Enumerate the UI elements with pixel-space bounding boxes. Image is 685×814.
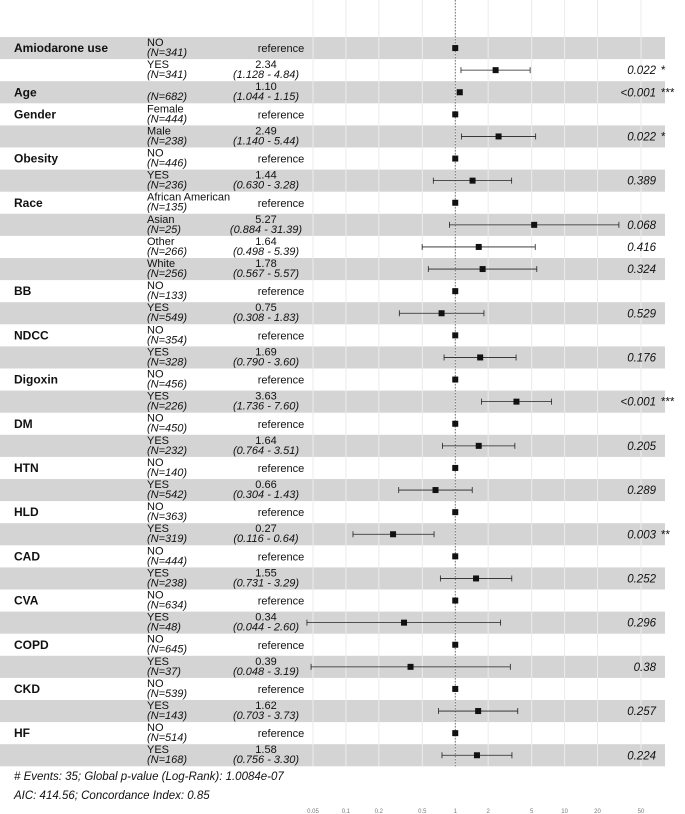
hazard-ratio-point: [452, 598, 458, 604]
n-label: (N=328): [147, 356, 188, 369]
level-label: NO: [147, 545, 164, 558]
p-value: <0.001: [620, 87, 656, 100]
n-label: (N=634): [147, 599, 188, 612]
reference-label: reference: [257, 507, 305, 520]
row-shade: [0, 391, 665, 413]
row-shade: [0, 170, 665, 192]
hazard-ratio-point: [476, 244, 482, 250]
tick-label: 10: [561, 809, 568, 814]
variable-label: DM: [14, 416, 33, 431]
hazard-ratio-point: [390, 531, 396, 537]
hazard-ratio-point: [474, 752, 480, 758]
p-value: 0.389: [627, 175, 656, 188]
p-value: 0.289: [627, 485, 656, 498]
hazard-ratio-point: [433, 487, 439, 493]
estimate-label: 2.34: [255, 59, 277, 72]
level-label: African American: [147, 191, 231, 204]
variable-label: HF: [14, 726, 30, 741]
row-shade: [0, 81, 665, 103]
level-label: NO: [147, 324, 164, 337]
level-label: NO: [147, 589, 164, 602]
variable-label: NDCC: [14, 328, 49, 343]
variable-label: Gender: [14, 107, 57, 122]
reference-label: reference: [257, 551, 305, 564]
tick-label: 2: [486, 809, 490, 814]
n-label: (N=168): [147, 754, 188, 767]
level-label: NO: [147, 722, 164, 735]
n-label: (N=363): [147, 511, 188, 524]
estimate-label: 1.64: [255, 235, 277, 248]
n-label: (N=539): [147, 687, 188, 700]
hazard-ratio-point: [452, 45, 458, 51]
ci-label: (0.630 - 3.28): [232, 179, 300, 192]
row-shade: [0, 302, 665, 324]
level-label: YES: [147, 59, 170, 72]
estimate-label: 1.78: [255, 258, 277, 270]
ci-label: (0.756 - 3.30): [232, 754, 300, 767]
estimate-label: 1.58: [255, 744, 277, 757]
n-label: (N=542): [147, 489, 188, 501]
hazard-ratio-point: [452, 288, 458, 294]
level-label: YES: [147, 700, 170, 712]
hazard-ratio-point: [477, 354, 483, 360]
p-value: 0.003: [627, 529, 656, 542]
hazard-ratio-point: [476, 443, 482, 449]
reference-label: reference: [257, 197, 305, 210]
n-label: (N=140): [147, 466, 188, 479]
hazard-ratio-point: [401, 620, 407, 626]
row-shade: [0, 479, 665, 501]
significance-stars: **: [661, 529, 670, 542]
reference-label: reference: [257, 374, 305, 387]
hazard-ratio-point: [452, 421, 458, 427]
level-label: YES: [147, 744, 170, 757]
variable-label: Digoxin: [14, 372, 58, 387]
level-label: Female: [147, 103, 184, 116]
level-label: NO: [147, 633, 164, 646]
p-value: 0.257: [627, 706, 656, 719]
tick-label: 1: [453, 809, 457, 814]
level-label: YES: [147, 169, 170, 182]
hazard-ratio-point: [470, 178, 476, 184]
n-label: (N=444): [147, 113, 188, 126]
level-label: Male: [147, 125, 171, 138]
tick-label: 0.1: [341, 809, 351, 814]
reference-label: reference: [257, 43, 305, 56]
reference-label: reference: [257, 595, 305, 608]
p-value: 0.022: [627, 65, 656, 78]
significance-stars: ***: [661, 396, 675, 409]
ci-label: (0.304 - 1.43): [232, 489, 300, 501]
reference-label: reference: [257, 418, 305, 431]
p-value: 0.224: [627, 750, 656, 763]
ci-label: (0.567 - 5.57): [232, 268, 300, 280]
hazard-ratio-point: [452, 686, 458, 692]
reference-label: reference: [257, 109, 305, 122]
ci-label: (1.044 - 1.15): [232, 91, 300, 104]
significance-stars: ***: [661, 87, 675, 100]
n-label: (N=236): [147, 179, 188, 192]
tick-label: 20: [594, 809, 601, 814]
ci-label: (1.736 - 7.60): [232, 400, 300, 413]
hazard-ratio-point: [408, 664, 414, 670]
n-label: (N=256): [147, 268, 188, 280]
n-label: (N=232): [147, 444, 188, 457]
level-label: NO: [147, 368, 164, 381]
row-shade: [0, 346, 665, 368]
level-label: NO: [147, 37, 164, 49]
n-label: (N=444): [147, 555, 188, 568]
ci-label: (0.731 - 3.29): [232, 577, 300, 590]
level-label: NO: [147, 280, 164, 293]
tick-label: 0.5: [418, 809, 427, 814]
estimate-label: 5.27: [255, 213, 277, 226]
p-value: 0.296: [627, 617, 656, 630]
n-label: (N=238): [147, 577, 188, 590]
hazard-ratio-point: [496, 133, 502, 139]
reference-label: reference: [257, 728, 305, 741]
ci-label: (0.308 - 1.83): [232, 312, 300, 325]
estimate-label: 0.27: [255, 523, 277, 536]
p-value: 0.205: [627, 440, 656, 453]
level-label: YES: [147, 434, 170, 447]
level-label: YES: [147, 567, 170, 580]
ci-label: (0.703 - 3.73): [232, 710, 300, 722]
variable-label: CAD: [14, 549, 40, 564]
p-value: 0.324: [627, 264, 656, 277]
tick-label: 0.05: [307, 809, 319, 814]
reference-label: reference: [257, 462, 305, 475]
n-label: (N=514): [147, 732, 188, 745]
n-label: (N=25): [147, 223, 181, 236]
footer-aic: AIC: 414.56; Concordance Index: 0.85: [14, 790, 210, 802]
hazard-ratio-point: [493, 67, 499, 73]
n-label: (N=133): [147, 290, 188, 303]
hazard-ratio-point: [439, 310, 445, 316]
n-label: (N=238): [147, 135, 188, 148]
p-value: 0.416: [627, 241, 656, 254]
significance-stars: *: [661, 65, 666, 78]
level-label: YES: [147, 346, 170, 359]
ci-label: (0.048 - 3.19): [232, 665, 300, 678]
hazard-ratio-point: [480, 266, 486, 272]
estimate-label: 3.63: [255, 390, 277, 403]
n-label: (N=450): [147, 422, 188, 435]
row-shade: [0, 258, 665, 280]
n-label: (N=456): [147, 378, 188, 391]
ci-label: (1.140 - 5.44): [232, 135, 300, 148]
hazard-ratio-point: [452, 111, 458, 117]
estimate-label: 1.64: [255, 434, 277, 447]
reference-label: reference: [257, 683, 305, 696]
level-label: NO: [147, 501, 164, 514]
level-label: NO: [147, 412, 164, 425]
hazard-ratio-point: [452, 642, 458, 648]
n-label: (N=48): [147, 621, 181, 634]
level-label: Other: [147, 235, 175, 248]
n-label: (N=446): [147, 157, 188, 170]
n-label: (N=549): [147, 312, 188, 325]
hazard-ratio-point: [452, 730, 458, 736]
level-label: YES: [147, 479, 170, 491]
hazard-ratio-point: [452, 465, 458, 471]
estimate-label: 1.69: [255, 346, 277, 359]
estimate-label: 0.66: [255, 479, 277, 491]
hazard-ratio-point: [513, 399, 519, 405]
level-label: NO: [147, 456, 164, 469]
variable-label: HLD: [14, 505, 39, 520]
ci-label: (0.884 - 31.39): [229, 223, 303, 236]
ci-label: (0.044 - 2.60): [232, 621, 300, 634]
estimate-label: 0.34: [255, 611, 277, 624]
reference-label: reference: [257, 286, 305, 299]
p-value: 0.252: [627, 573, 656, 586]
estimate-label: 0.75: [255, 302, 277, 315]
level-label: YES: [147, 611, 170, 624]
n-label: (N=354): [147, 334, 188, 347]
tick-label: 5: [529, 809, 534, 814]
variable-label: Amiodarone use: [14, 41, 109, 56]
p-value: 0.529: [627, 308, 656, 321]
p-value: 0.38: [633, 661, 656, 674]
p-value: 0.022: [627, 131, 656, 144]
n-label: (N=682): [147, 91, 188, 104]
estimate-label: 1.44: [255, 169, 277, 182]
ci-label: (0.116 - 0.64): [233, 533, 299, 546]
variable-label: COPD: [14, 637, 49, 652]
level-label: YES: [147, 390, 170, 403]
hazard-ratio-point: [473, 575, 479, 581]
reference-label: reference: [257, 639, 305, 652]
level-label: YES: [147, 655, 170, 668]
p-value: 0.068: [627, 219, 656, 232]
level-label: NO: [147, 677, 164, 690]
row-shade: [0, 567, 665, 589]
ci-label: (1.128 - 4.84): [232, 69, 300, 82]
n-label: (N=266): [147, 245, 188, 258]
ci-label: (0.790 - 3.60): [232, 356, 300, 369]
variable-label: CKD: [14, 681, 40, 696]
n-label: (N=341): [147, 69, 188, 82]
row-shade: [0, 523, 665, 545]
hazard-ratio-point: [452, 377, 458, 383]
n-label: (N=135): [147, 201, 188, 214]
hazard-ratio-point: [457, 89, 463, 95]
tick-label: 0.2: [374, 809, 383, 814]
reference-label: reference: [257, 330, 305, 343]
n-label: (N=645): [147, 643, 188, 656]
level-label: White: [147, 258, 176, 270]
row-shade: [0, 435, 665, 457]
hazard-ratio-point: [531, 222, 537, 228]
n-label: (N=37): [147, 665, 181, 678]
estimate-label: 1.55: [255, 567, 277, 580]
hazard-ratio-point: [452, 553, 458, 559]
level-label: YES: [147, 523, 170, 536]
level-label: YES: [147, 302, 170, 315]
row-shade: [0, 700, 665, 722]
variable-label: HTN: [14, 460, 39, 475]
level-label: NO: [147, 147, 164, 160]
variable-label: Obesity: [14, 151, 59, 166]
n-label: (N=341): [147, 47, 188, 59]
ci-label: (0.498 - 5.39): [232, 245, 300, 258]
hazard-ratio-point: [475, 708, 481, 714]
estimate-label: 1.10: [255, 81, 277, 94]
hazard-ratio-point: [452, 156, 458, 162]
estimate-label: 0.39: [255, 655, 277, 668]
tick-label: 50: [637, 809, 645, 814]
variable-label: Race: [14, 195, 43, 210]
significance-stars: *: [661, 131, 666, 144]
hazard-ratio-point: [452, 509, 458, 515]
hazard-ratio-point: [452, 332, 458, 338]
n-label: (N=143): [147, 710, 188, 722]
row-shade: [0, 125, 665, 147]
estimate-label: 2.49: [255, 125, 277, 138]
variable-label: CVA: [14, 593, 39, 608]
variable-label: Age: [14, 85, 37, 100]
hazard-ratio-point: [452, 200, 458, 206]
level-label: Asian: [147, 213, 175, 226]
p-value: <0.001: [620, 396, 656, 409]
p-value: 0.176: [627, 352, 656, 365]
variable-label: BB: [14, 284, 32, 299]
reference-label: reference: [257, 153, 305, 166]
footer-events: # Events: 35; Global p-value (Log-Rank): 1.0084e-07: [14, 771, 284, 783]
ci-label: (0.764 - 3.51): [232, 444, 300, 457]
n-label: (N=226): [147, 400, 188, 413]
estimate-label: 1.62: [255, 700, 277, 712]
row-shade: [0, 744, 665, 766]
n-label: (N=319): [147, 533, 188, 546]
